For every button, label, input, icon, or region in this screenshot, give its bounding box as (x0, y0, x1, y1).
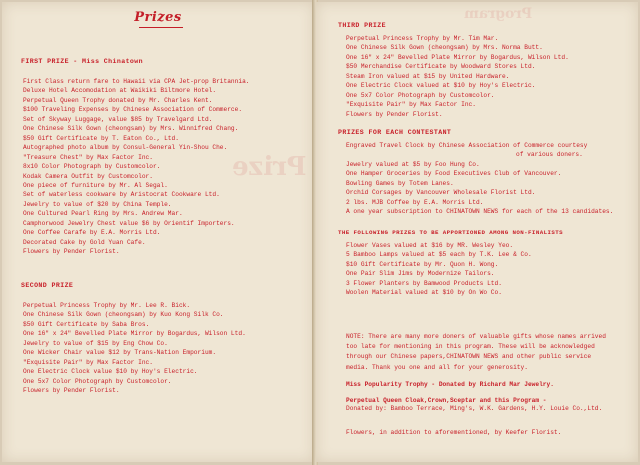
page-title: Prizes (134, 10, 182, 25)
left-page (2, 2, 315, 462)
note-line: NOTE: There are many more doners of valuable gifts whose names arrived (346, 333, 606, 340)
right-page (316, 2, 638, 462)
non-finalists-heading: THE FOLLOWING PRIZES TO BE APPORTIONED AMONG NON-FINALISTS (338, 229, 563, 236)
title-underline (139, 27, 183, 28)
list-item: Jewelry valued at $5 by Foo Hung Co. (346, 160, 480, 168)
list-item: "Treasure Chest" by Max Factor Inc. (23, 153, 153, 161)
list-item: Woolen Material valued at $10 by On Wo Co. (346, 289, 502, 297)
list-item: Flowers by Pender Florist. (346, 110, 443, 118)
queen-cloak-heading: Perpetual Queen Cloak,Crown,Sceptar and this Program - (346, 397, 547, 404)
list-item: 2 lbs. MJB Coffee by E.A. Morris Ltd. (346, 198, 484, 206)
list-item: Orchid Corsages by Vancouver Wholesale Florist Ltd. (346, 189, 536, 197)
list-item: One Coffee Carafe by E.A. Morris Ltd. (23, 229, 161, 237)
list-item: 8x10 Color Photograph by Customcolor. (23, 163, 161, 171)
list-item: One Chinese Silk Gown (cheongsam) by Mrs. Norma Butt. (346, 44, 543, 52)
list-item: $50 Gift Certificate by Saba Bros. (23, 320, 150, 328)
list-item: Kodak Camera Outfit by Customcolor. (23, 172, 153, 180)
list-item: $50 Gift Certificate by T. Eaton Co., Ltd. (23, 134, 179, 142)
note-line: too late for mentioning in this program. These will be acknowledged (346, 343, 595, 351)
list-item: One 5x7 Color Photograph by Customcolor. (346, 91, 495, 99)
list-item: 5 Bamboo Lamps valued at $5 each by T.K. Lee & Co. (346, 251, 532, 259)
queen-cloak-donors: Donated by: Bamboo Terrace, Ming's, W.K. Gardens, H.Y. Louie Co.,Ltd. (346, 405, 603, 412)
each-contestant-section (338, 129, 613, 217)
list-item: One 5x7 Color Photograph by Customcolor. (23, 377, 172, 385)
list-item: Jewelry to value of $20 by China Temple. (23, 200, 172, 208)
list-item: First Class return fare to Hawaii via CPA Jet-prop Britannia. (23, 78, 250, 85)
bleed-through-text: Prize (232, 152, 307, 182)
list-item: 3 Flower Planters by Bamwood Products Ltd. (346, 279, 502, 287)
list-item: One piece of furniture by Mr. Al Segal. (23, 181, 168, 189)
list-item: $10 Gift Certificate by Mr. Quon H. Wong. (346, 260, 499, 268)
list-item: Perpetual Queen Trophy donated by Mr. Charles Kent. (23, 96, 213, 104)
list-item: Bowling Games by Totem Lanes. (346, 179, 454, 187)
list-item-continuation: of various doners. (516, 151, 583, 159)
list-item: One Cultured Pearl Ring by Mrs. Andrew Mar. (23, 210, 183, 218)
list-item: One Wicker Chair value $12 by Trans-Nation Emporium. (23, 349, 217, 357)
flowers-note (346, 428, 561, 438)
list-item: Autographed photo album by Consul-General Yin-Shou Che. (23, 144, 228, 152)
list-item: Perpetual Princess Trophy by Mr. Tim Mar. (346, 35, 499, 42)
list-item: "Exquisite Pair" by Max Factor Inc. (346, 101, 476, 109)
popularity-trophy (346, 381, 554, 388)
list-item: Decorated Cake by Gold Yuan Cafe. (23, 238, 146, 246)
list-item: One Chinese Silk Gown (cheongsam) by Mrs. Winnifred Chang. (23, 125, 239, 133)
bleed-through-text: Program (464, 6, 533, 22)
first-prize-heading: FIRST PRIZE - Miss Chinatown (21, 58, 143, 65)
note-section (346, 332, 606, 373)
second-prize-heading: SECOND PRIZE (21, 282, 74, 289)
third-prize-section (338, 22, 569, 119)
list-item: One 16" x 24" Bevelled Plate Mirror by Bogardus, Wilson Ltd. (23, 330, 246, 338)
list-item: Flowers by Pender Florist. (23, 387, 120, 395)
popularity-trophy-line: Miss Popularity Trophy - Donated by Richard Mar Jewelry. (346, 381, 554, 388)
third-prize-heading: THIRD PRIZE (338, 22, 386, 29)
list-item: $100 Traveling Expenses by Chinese Association of Commerce. (23, 106, 243, 114)
second-prize-section (21, 282, 246, 396)
note-line: media. Thank you one and all for your generosity. (346, 363, 528, 371)
list-item: Camphorwood Jewelry Chest value $6 by Orientif Importers. (23, 219, 235, 227)
list-item: Deluxe Hotel Accomodation at Waikiki Biltmore Hotel. (23, 87, 217, 95)
non-finalists-section (338, 229, 563, 298)
list-item: One Chinese Silk Gown (cheongsam) by Kuo Kong Silk Co. (23, 311, 224, 319)
list-item: $50 Merchandise Certificate by Woodward Stores Ltd. (346, 63, 536, 71)
list-item: Steam Iron valued at $15 by United Hardware. (346, 72, 510, 80)
list-item: Flowers by Pender Florist. (23, 248, 120, 256)
list-item: Set of Skyway Luggage, value $85 by Travelgard Ltd. (23, 115, 213, 123)
list-item: One 16" x 24" Bevelled Plate Mirror by Bogardus, Wilson Ltd. (346, 53, 569, 61)
each-contestant-heading: PRIZES FOR EACH CONTESTANT (338, 129, 452, 136)
list-item: Jewelry to value of $15 by Eng Chow Co. (23, 339, 168, 347)
list-item: One Electric Clock valued at $10 by Hoy's Electric. (346, 82, 536, 90)
list-item: "Exquisite Pair" by Max Factor Inc. (23, 358, 153, 366)
list-item: Set of waterless cookware by Aristocrat Cookware Ltd. (23, 191, 220, 199)
list-item: Flower Vases valued at $16 by MR. Wesley Yeo. (346, 242, 514, 249)
list-item: One Hamper Groceries by Food Executives Club of Vancouver. (346, 170, 562, 178)
list-item: Engraved Travel Clock by Chinese Association of Commerce courtesy (346, 142, 588, 149)
list-item: One Pair Slim Jims by Modernize Tailors. (346, 270, 495, 278)
queen-cloak-section (346, 397, 602, 414)
flowers-note-line: Flowers, in addition to aforementioned, by Keefer Florist. (346, 429, 562, 436)
note-line: through our Chinese papers,CHINATOWN NEWS and other public service (346, 353, 592, 361)
list-item: A one year subscription to CHINATOWN NEWS for each of the 13 candidates. (346, 208, 614, 216)
list-item: Perpetual Princess Trophy by Mr. Lee R. Bick. (23, 302, 191, 309)
first-prize-section (21, 58, 250, 257)
list-item: One Electric Clock value $10 by Hoy's Electric. (23, 368, 198, 376)
